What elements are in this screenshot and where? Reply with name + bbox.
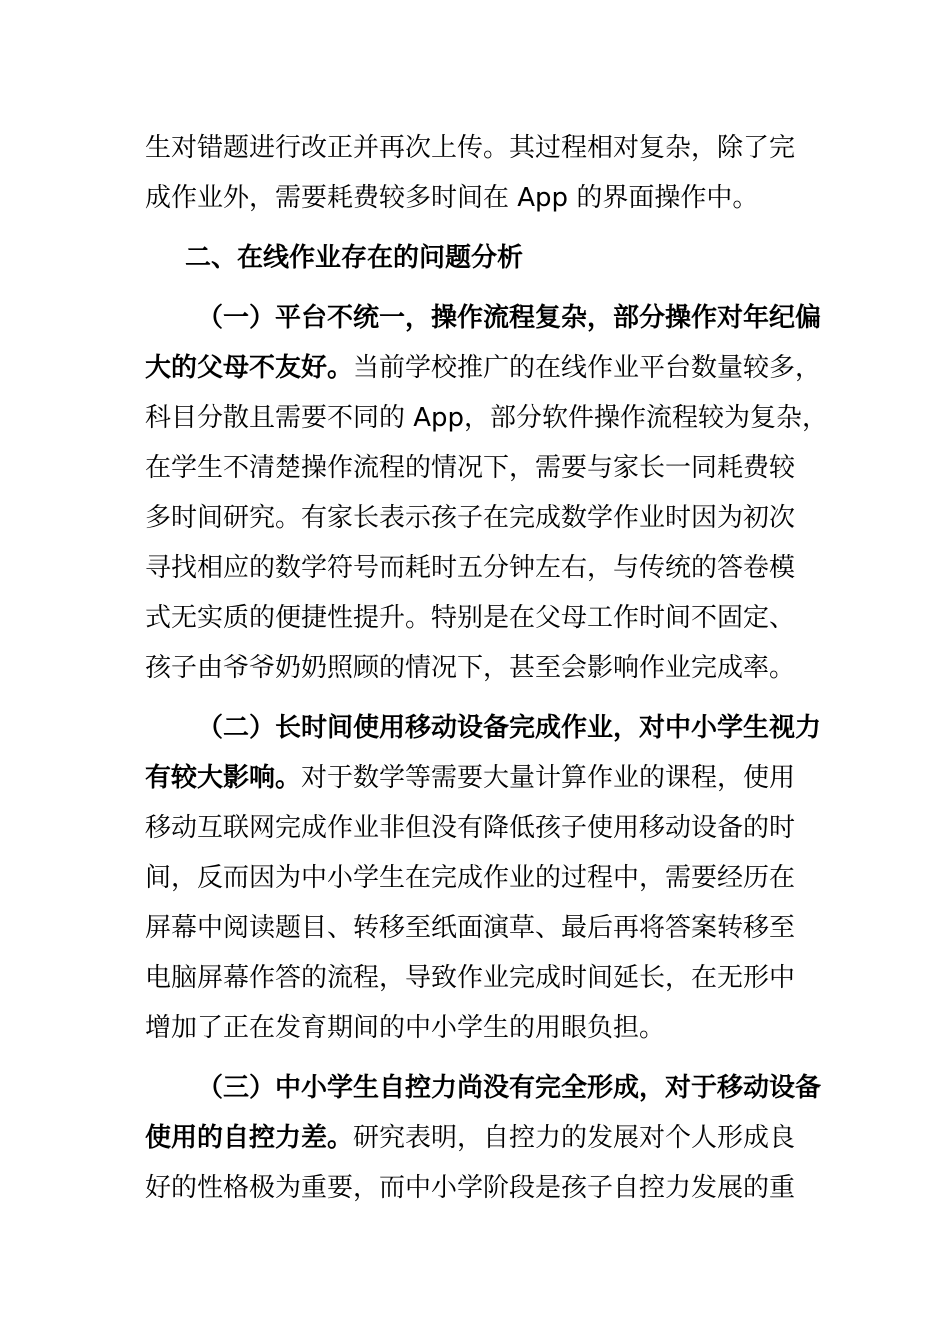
- paragraph-1: [145, 293, 850, 693]
- text-line: 电脑屏幕作答的流程，导致作业完成时间延长，在无形中: [145, 963, 796, 993]
- text-segment: 研究表明，自控力的发展对个人形成良: [353, 1123, 796, 1153]
- subheading-tail: 大的父母不友好。: [145, 353, 354, 383]
- text-line: 在学生不清楚操作流程的情况下，需要与家长一同耗费较: [145, 453, 796, 483]
- subheading-line: （一）平台不统一，操作流程复杂，部分操作对年纪偏: [197, 303, 822, 333]
- text-line: 生对错题进行改正并再次上传。其过程相对复杂，除了完: [145, 133, 796, 163]
- text-line: 科目分散且需要不同的 App，部分软件操作流程较为复杂，: [145, 403, 829, 433]
- text-line: 式无实质的便捷性提升。特别是在父母工作时间不固定、: [145, 603, 796, 633]
- subheading-line: （二）长时间使用移动设备完成作业，对中小学生视力: [197, 713, 822, 743]
- paragraph-2: [145, 703, 850, 1053]
- subheading-line: （三）中小学生自控力尚没有完全形成，对于移动设备: [197, 1073, 822, 1103]
- text-line: 孩子由爷爷奶奶照顾的情况下，甚至会影响作业完成率。: [145, 653, 796, 683]
- text-segment: 当前学校推广的在线作业平台数量较多，: [353, 353, 822, 383]
- text-line: 好的性格极为重要，而中小学阶段是孩子自控力发展的重: [145, 1173, 796, 1203]
- text-segment: 对于数学等需要大量计算作业的课程，使用: [301, 763, 796, 793]
- subheading-tail: 有较大影响。: [145, 763, 302, 793]
- subheading-tail: 使用的自控力差。: [145, 1123, 354, 1153]
- text-line: 多时间研究。有家长表示孩子在完成数学作业时因为初次: [145, 503, 796, 533]
- text-line: 成作业外，需要耗费较多时间在 App 的界面操作中。: [145, 183, 759, 213]
- text-line: 寻找相应的数学符号而耗时五分钟左右，与传统的答卷模: [145, 553, 796, 583]
- section-heading: 二、在线作业存在的问题分析: [185, 243, 524, 273]
- text-line: 间，反而因为中小学生在完成作业的过程中，需要经历在: [145, 863, 796, 893]
- text-line: 增加了正在发育期间的中小学生的用眼负担。: [145, 1013, 666, 1043]
- paragraph-continuation: [145, 123, 850, 223]
- text-line: 屏幕中阅读题目、转移至纸面演草、最后再将答案转移至: [145, 913, 796, 943]
- text-line: [145, 753, 850, 803]
- paragraph-3: [145, 1063, 850, 1213]
- text-line: [145, 1113, 850, 1163]
- text-line: [145, 343, 850, 393]
- text-line: 移动互联网完成作业非但没有降低孩子使用移动设备的时: [145, 813, 796, 843]
